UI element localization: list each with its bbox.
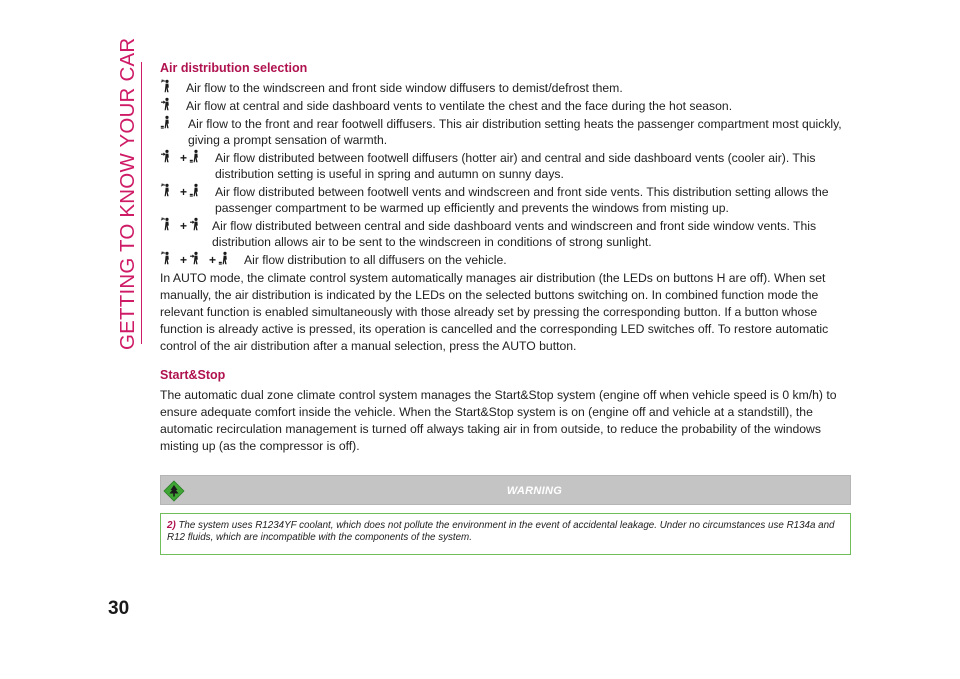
item-icons (160, 151, 203, 165)
windscreen-vent-icon (160, 79, 174, 98)
warning-note-number: 2) (167, 520, 176, 531)
item-icons (160, 99, 174, 113)
footwell-vent-icon (160, 115, 174, 134)
warning-title: WARNING (506, 485, 563, 497)
dashboard-vent-icon (160, 97, 174, 116)
plus-sign: + (209, 253, 217, 267)
page-number: 30 (108, 598, 130, 619)
dashboard-vent-icon (189, 251, 203, 270)
windscreen-vent-icon (160, 183, 174, 202)
plus-sign: + (180, 151, 188, 165)
plus-sign: + (180, 185, 188, 199)
item-description-continued: passenger compartment to be warmed up efficiently and prevents the windows from misting up. (215, 201, 729, 215)
environment-tree-icon (163, 480, 185, 502)
warning-header (160, 475, 851, 505)
footwell-vent-icon (189, 149, 203, 168)
air-distribution-heading: Air distribution selection (160, 61, 308, 75)
sidebar-section-title: GETTING TO KNOW YOUR CAR (116, 37, 139, 350)
windscreen-vent-icon (160, 251, 174, 270)
dashboard-vent-icon (160, 149, 174, 168)
warning-note (160, 513, 851, 555)
plus-sign: + (180, 253, 188, 267)
sidebar-divider (141, 62, 142, 344)
item-description-continued: distribution allows air to be sent to the windscreen in conditions of strong sunlight. (212, 235, 652, 249)
item-icons (160, 253, 232, 267)
item-description-continued: giving a prompt sensation of warmth. (188, 133, 388, 147)
start-stop-paragraph: The automatic dual zone climate control system manages the Start&Stop system (engine off when vehicle speed is 0 km/h) to ensure adequate comfort inside the vehicle. When the Start&Stop system is on (engine off and vehicle at a standstill), the automatic recirculation management is turned off always taking air in from outside, to reduce the probability of the windows misting up (as the compressor is off). (160, 388, 837, 453)
auto-mode-paragraph: In AUTO mode, the climate control system automatically manages air distribution (the LEDs on buttons H are off). When set manually, the air distribution is indicated by the LEDs on the selected buttons switching on. In combined function mode the relevant function is enabled simultaneously with those already set by pressing the corresponding button. If a button whose function is already active is pressed, its operation is cancelled and the corresponding LED switches off. To restore automatic control of the air distribution after a manual selection, press the AUTO button. (160, 271, 829, 353)
warning-note-text: The system uses R1234YF coolant, which does not pollute the environment in the event of accidental leakage. Under no circumstances use R134a and R12 fluids, which are incompatible with the components of the system. (167, 520, 835, 543)
item-icons (160, 185, 203, 199)
item-description: Air flow to the windscreen and front side window diffusers to demist/defrost them. (186, 81, 623, 95)
footwell-vent-icon (218, 251, 232, 270)
item-description: Air flow distributed between central and side dashboard vents and windscreen and front side window vents. This (212, 219, 817, 233)
item-icons (160, 81, 174, 95)
item-icons (160, 117, 174, 131)
item-description: Air flow distributed between footwell diffusers (hotter air) and central and side dashboard vents (cooler air). This (215, 151, 816, 165)
item-description: Air flow at central and side dashboard vents to ventilate the chest and the face during the hot season. (186, 99, 733, 113)
dashboard-vent-icon (189, 217, 203, 236)
item-description-continued: distribution setting is useful in spring and autumn on sunny days. (215, 167, 564, 181)
item-description: Air flow distribution to all diffusers on the vehicle. (244, 253, 507, 267)
footwell-vent-icon (189, 183, 203, 202)
item-description: Air flow distributed between footwell vents and windscreen and front side vents. This distribution setting allows the (215, 185, 829, 199)
item-icons (160, 219, 203, 233)
start-stop-heading: Start&Stop (160, 368, 226, 382)
item-description: Air flow to the front and rear footwell diffusers. This air distribution setting heats the passenger compartment most quickly, (188, 117, 842, 131)
windscreen-vent-icon (160, 217, 174, 236)
plus-sign: + (180, 219, 188, 233)
